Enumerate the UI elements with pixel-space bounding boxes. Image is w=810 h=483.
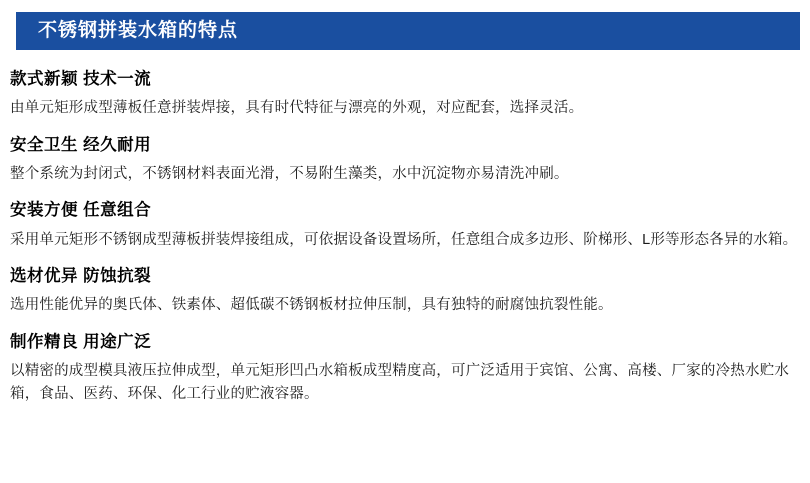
- feature-title: 款式新颖 技术一流: [10, 70, 152, 88]
- feature-title: 选材优异 防蚀抗裂: [10, 267, 152, 286]
- feature-body: 由单元矩形成型薄板任意拼装焊接，具有时代特征与漂亮的外观，对应配套，选择灵活。: [10, 100, 584, 117]
- page-header-bar: [10, 12, 800, 50]
- feature-title: 制作精良 用途广泛: [10, 332, 152, 351]
- feature-body: 以精密的成型模具液压拉伸成型，单元矩形凹凸水箱板成型精度高，可广泛适用于宾馆、公寓、高楼、厂家的冷热水贮水箱，食品、医药、环保、化工行业的贮液容器。: [10, 363, 790, 402]
- feature-title: 安全卫生 经久耐用: [10, 135, 152, 154]
- feature-section: [10, 68, 802, 120]
- feature-title: 安装方便 任意组合: [10, 201, 152, 220]
- feature-section: [10, 265, 802, 317]
- feature-section: [10, 331, 802, 405]
- content-area: [10, 58, 802, 419]
- feature-body: 整个系统为封闭式，不锈钢材料表面光滑，不易附生藻类，水中沉淀物亦易清洗冲刷。: [10, 166, 569, 182]
- feature-body: 选用性能优异的奥氏体、铁素体、超低碳不锈钢板材拉伸压制，具有独特的耐腐蚀抗裂性能。: [10, 297, 613, 314]
- page-title: 不锈钢拼装水箱的特点: [38, 20, 239, 41]
- feature-section: [10, 134, 802, 186]
- feature-section: [10, 199, 802, 251]
- feature-body: 采用单元矩形不锈钢成型薄板拼装焊接组成，可依据设备设置场所，任意组合成多边形、阶梯形、L形等形态各异的水箱。: [10, 231, 798, 248]
